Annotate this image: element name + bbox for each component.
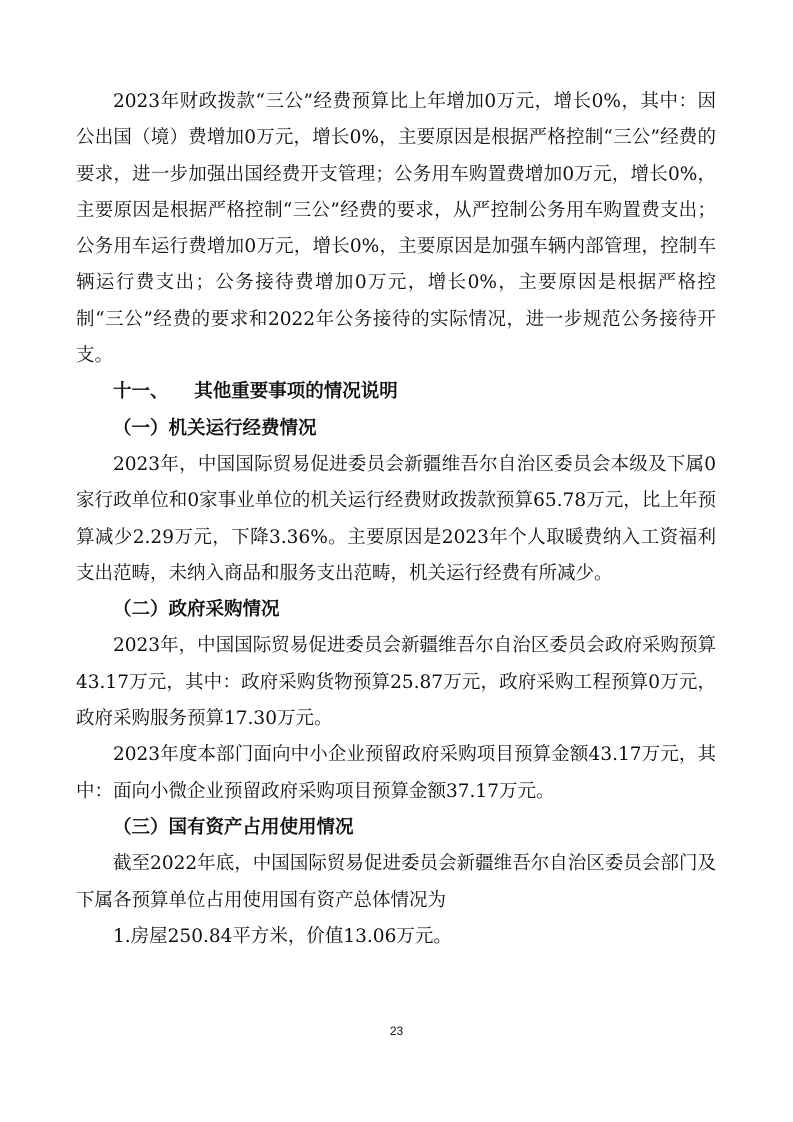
subheading-procurement: （二）政府采购情况 [113, 599, 280, 621]
paragraph-procurement-budget: 2023年，中国国际贸易促进委员会新疆维吾尔自治区委员会政府采购预算43.17万元，其中：政府采购货物预算25.87万元，政府采购工程预算0万元，政府采购服务预算17.30万元。 [76, 635, 716, 730]
paragraph-state-assets: 截至2022年底，中国国际贸易促进委员会新疆维吾尔自治区委员会部门及下属各预算单位占用使用国有资产总体情况为 [76, 853, 716, 911]
subheading-operating-expenses: （一）机关运行经费情况 [113, 417, 317, 439]
subheading-state-assets: （三）国有资产占用使用情况 [113, 816, 354, 838]
section-heading-other-matters: 十一、 其他重要事项的情况说明 [113, 381, 398, 403]
paragraph-three-public-expenses: 2023年财政拨款“三公”经费预算比上年增加0万元，增长0%，其中：因公出国（境）费增加0万元，增长0%，主要原因是根据严格控制“三公”经费的要求，进一步加强出国经费开支管理；公务用车购置费增加0万元，增长0%，主要原因是根据严格控制“三公”经费的要求，从严控制公务用车购置费支出；公务用车运行费增加0万元，增长0%，主要原因是加强车辆内部管理，控制车辆运行费支出；公务接待费增加0万元，增长0%，主要原因是根据严格控制“三公”经费的要求和2022年公务接待的实际情况，进一步规范公务接待开支。 [76, 91, 716, 367]
paragraph-housing-asset: 1.房屋250.84平方米，价值13.06万元。 [113, 925, 452, 947]
page-content [76, 84, 716, 955]
page-number: 23 [389, 1024, 404, 1038]
paragraph-sme-procurement: 2023年度本部门面向中小企业预留政府采购项目预算金额43.17万元，其中：面向小微企业预留政府采购项目预算金额37.17万元。 [76, 744, 716, 802]
paragraph-operating-expenses: 2023年，中国国际贸易促进委员会新疆维吾尔自治区委员会本级及下属0家行政单位和0家事业单位的机关运行经费财政拨款预算65.78万元，比上年预算减少2.29万元，下降3.36%。主要原因是2023年个人取暖费纳入工资福利支出范畴，未纳入商品和服务支出范畴，机关运行经费有所减少。 [76, 453, 716, 584]
